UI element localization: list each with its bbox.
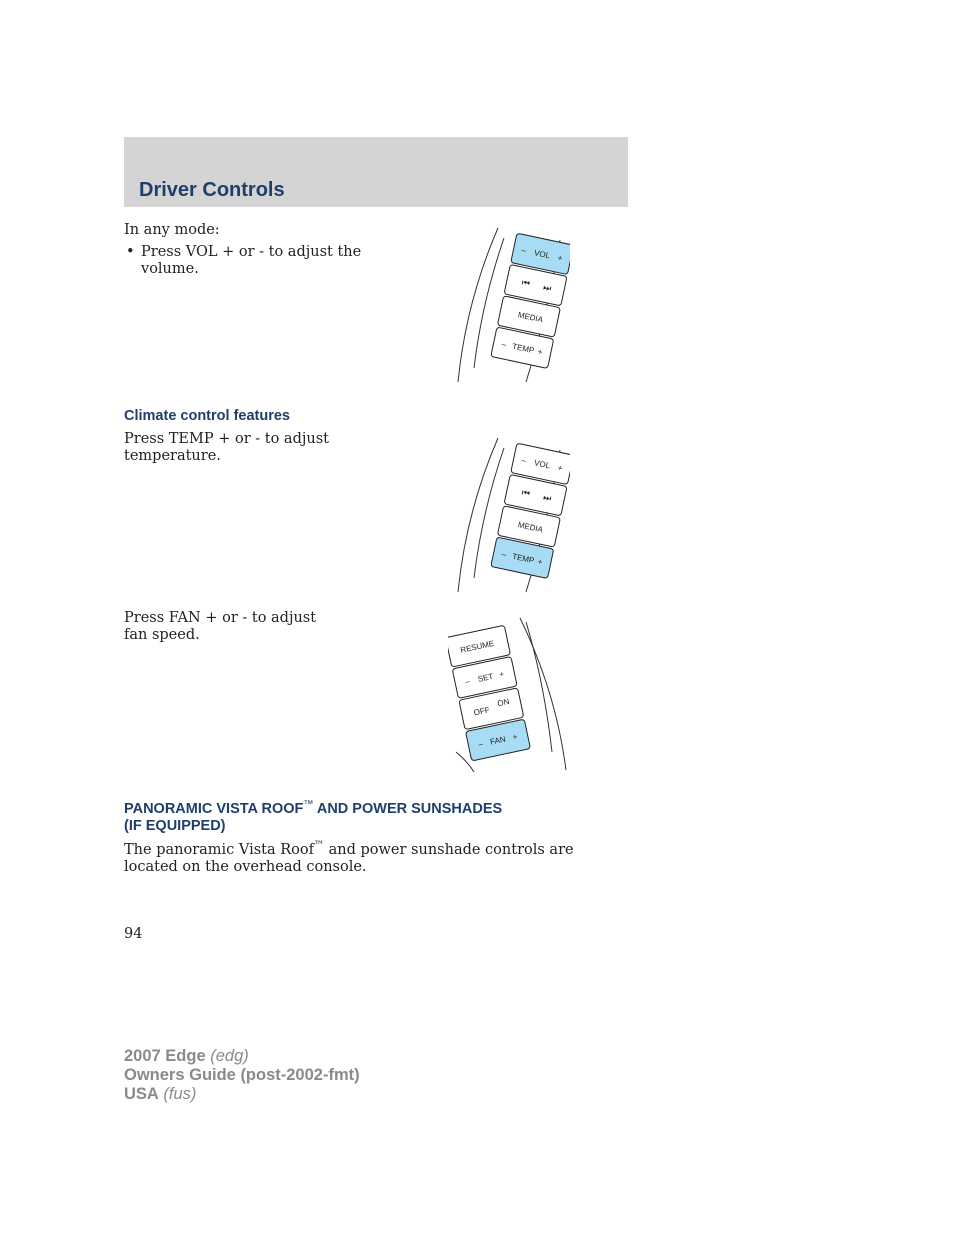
footer-region: USA: [124, 1085, 159, 1103]
steering-controls-vol-figure: [448, 222, 570, 386]
steering-controls-temp-figure: [448, 432, 570, 596]
media-label: MEDIA: [517, 310, 544, 325]
temp-instruction: Press TEMP + or - to adjust temperature.: [124, 431, 329, 464]
roof-heading-part2: AND POWER SUNSHADES: [313, 800, 503, 817]
footer-guide: Owners Guide (post-2002-fmt): [124, 1066, 360, 1084]
bullet-text: Press VOL + or - to adjust the volume.: [141, 244, 362, 277]
roof-body-part1: The panoramic Vista Roof: [124, 841, 315, 858]
roof-heading-line2: (IF EQUIPPED): [124, 817, 226, 834]
trademark-symbol: ™: [314, 840, 325, 851]
fan-plus: +: [511, 732, 519, 742]
fan-minus: –: [477, 739, 484, 750]
footer-line2: [124, 1066, 360, 1085]
next-track-icon: ⏭: [542, 491, 553, 504]
prev-track-icon: ⏮: [520, 277, 531, 289]
roof-heading: [124, 796, 628, 835]
section-header-bar: [124, 137, 628, 207]
document-footer: [124, 1047, 360, 1104]
roof-body-part2: and power sunshade controls are located on the overhead console.: [124, 841, 574, 875]
trademark-symbol: ™: [303, 799, 314, 810]
vol-label: VOL: [533, 458, 551, 471]
climate-heading: Climate control features: [124, 408, 290, 424]
temp-plus: +: [536, 557, 544, 567]
footer-model-code: (edg): [205, 1047, 249, 1065]
page-number: 94: [124, 926, 143, 942]
intro-text: In any mode:: [124, 222, 220, 238]
on-label: ON: [496, 696, 511, 709]
vol-plus: +: [556, 463, 564, 474]
footer-model: 2007 Edge: [124, 1047, 206, 1065]
steering-controls-fan-figure: [448, 612, 574, 774]
temp-minus: –: [500, 549, 507, 560]
temp-minus: –: [500, 339, 507, 350]
set-minus: –: [464, 676, 471, 687]
fan-instruction: Press FAN + or - to adjust fan speed.: [124, 610, 317, 643]
next-track-icon: ⏭: [542, 281, 553, 294]
resume-label: RESUME: [459, 638, 495, 655]
set-plus: +: [498, 669, 505, 680]
prev-track-icon: ⏮: [520, 487, 531, 499]
vol-plus: +: [556, 253, 564, 264]
set-label: SET: [477, 671, 495, 684]
bullet-dot: •: [126, 244, 135, 260]
temp-label: TEMP: [511, 341, 536, 356]
footer-line3: [124, 1085, 360, 1104]
media-label: MEDIA: [517, 520, 544, 535]
roof-heading-part1: PANORAMIC VISTA ROOF: [124, 800, 304, 817]
section-title: Driver Controls: [139, 179, 285, 201]
vol-minus: –: [520, 455, 527, 466]
footer-region-code: (fus): [158, 1085, 197, 1103]
off-label: OFF: [472, 705, 491, 718]
roof-body: [124, 837, 628, 876]
footer-line1: [124, 1047, 360, 1066]
vol-minus: –: [520, 245, 527, 256]
fan-label: FAN: [489, 734, 507, 747]
temp-label: TEMP: [511, 551, 536, 566]
temp-plus: +: [536, 347, 544, 357]
vol-label: VOL: [533, 248, 551, 261]
